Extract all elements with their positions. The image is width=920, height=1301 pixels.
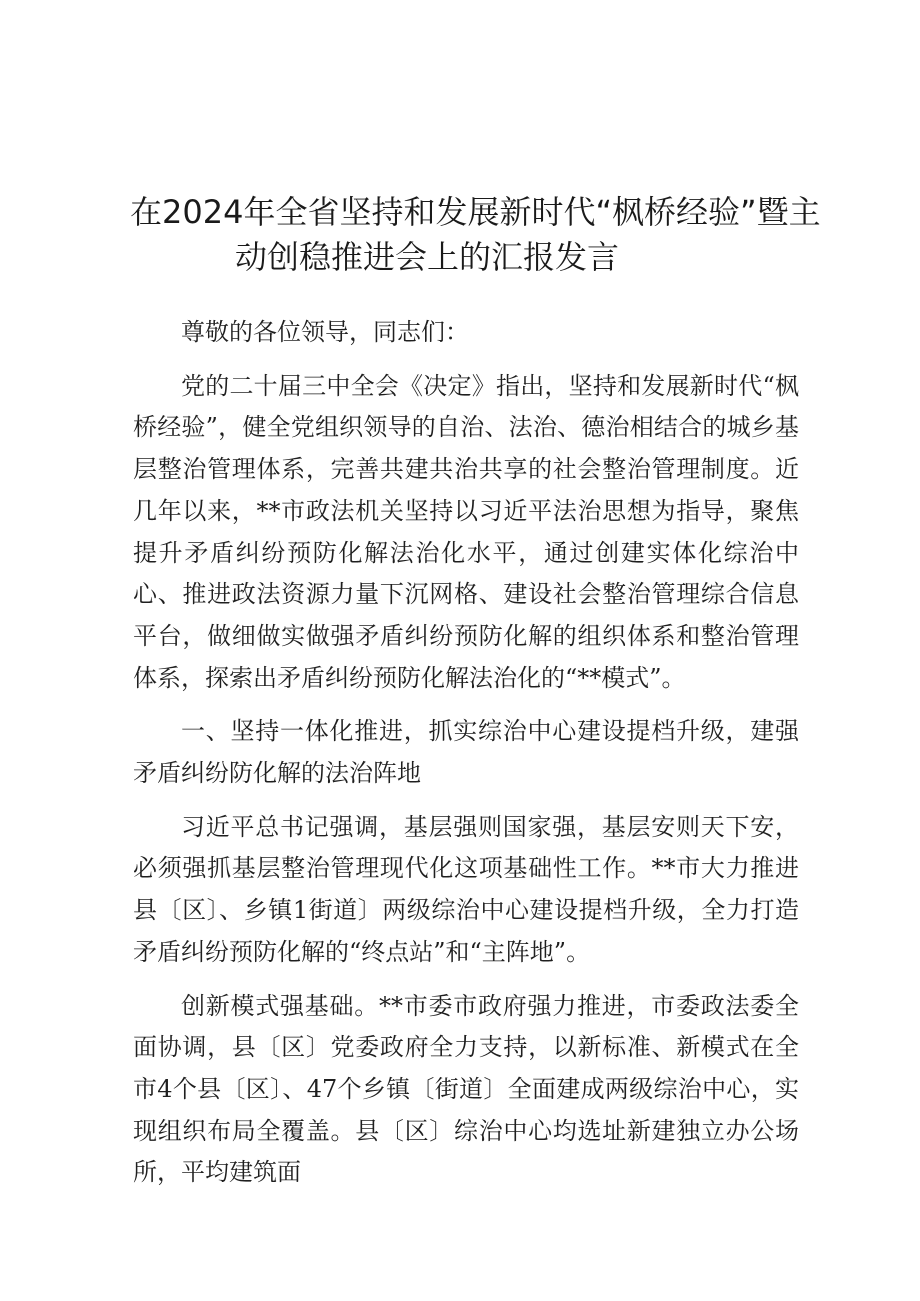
paragraph-section-1: 习近平总书记强调，基层强则国家强，基层安则天下安，必须强抓基层整治管理现代化这项基础性工作。**市大力推进县〔区〕、乡镇1街道〕两级综治中心建设提档升级，全力打造矛盾纠纷预防化解的“终点站”和“主阵地”。 [133,812,799,966]
document-title [130,190,821,280]
title-line-1: 在2024年全省坚持和发展新时代“枫桥经验”暨主 [130,193,821,231]
document-body [133,312,799,1206]
paragraph-intro: 党的二十届三中全会《决定》指出，坚持和发展新时代“枫桥经验”，健全党组织领导的自治、法治、德治相结合的城乡基层整治管理体系，完善共建共治共享的社会整治管理制度。近几年以来，**市政法机关坚持以习近平法治思想为指导，聚焦提升矛盾纠纷预防化解法治化水平，通过创建实体化综治中心、推进政法资源力量下沉网格、建设社会整治管理综合信息平台，做细做实做强矛盾纠纷预防化解的组织体系和整治管理体系，探索出矛盾纠纷预防化解法治化的“**模式”。 [133,371,799,692]
salutation: 尊敬的各位领导，同志们： [181,318,469,346]
title-line-2: 动创稳推进会上的汇报发言 [235,238,620,276]
paragraph-innovation: 创新模式强基础。**市委市政府强力推进，市委政法委全面协调，县〔区〕党委政府全力支持，以新标准、新模式在全市4个县〔区〕、47个乡镇〔街道〕全面建成两级综治中心，实现组织布局全覆盖。县〔区〕综治中心均选址新建独立办公场所，平均建筑面 [133,991,799,1187]
section-heading-1: 一、坚持一体化推进，抓实综治中心建设提档升级，建强矛盾纠纷防化解的法治阵地 [133,717,799,788]
